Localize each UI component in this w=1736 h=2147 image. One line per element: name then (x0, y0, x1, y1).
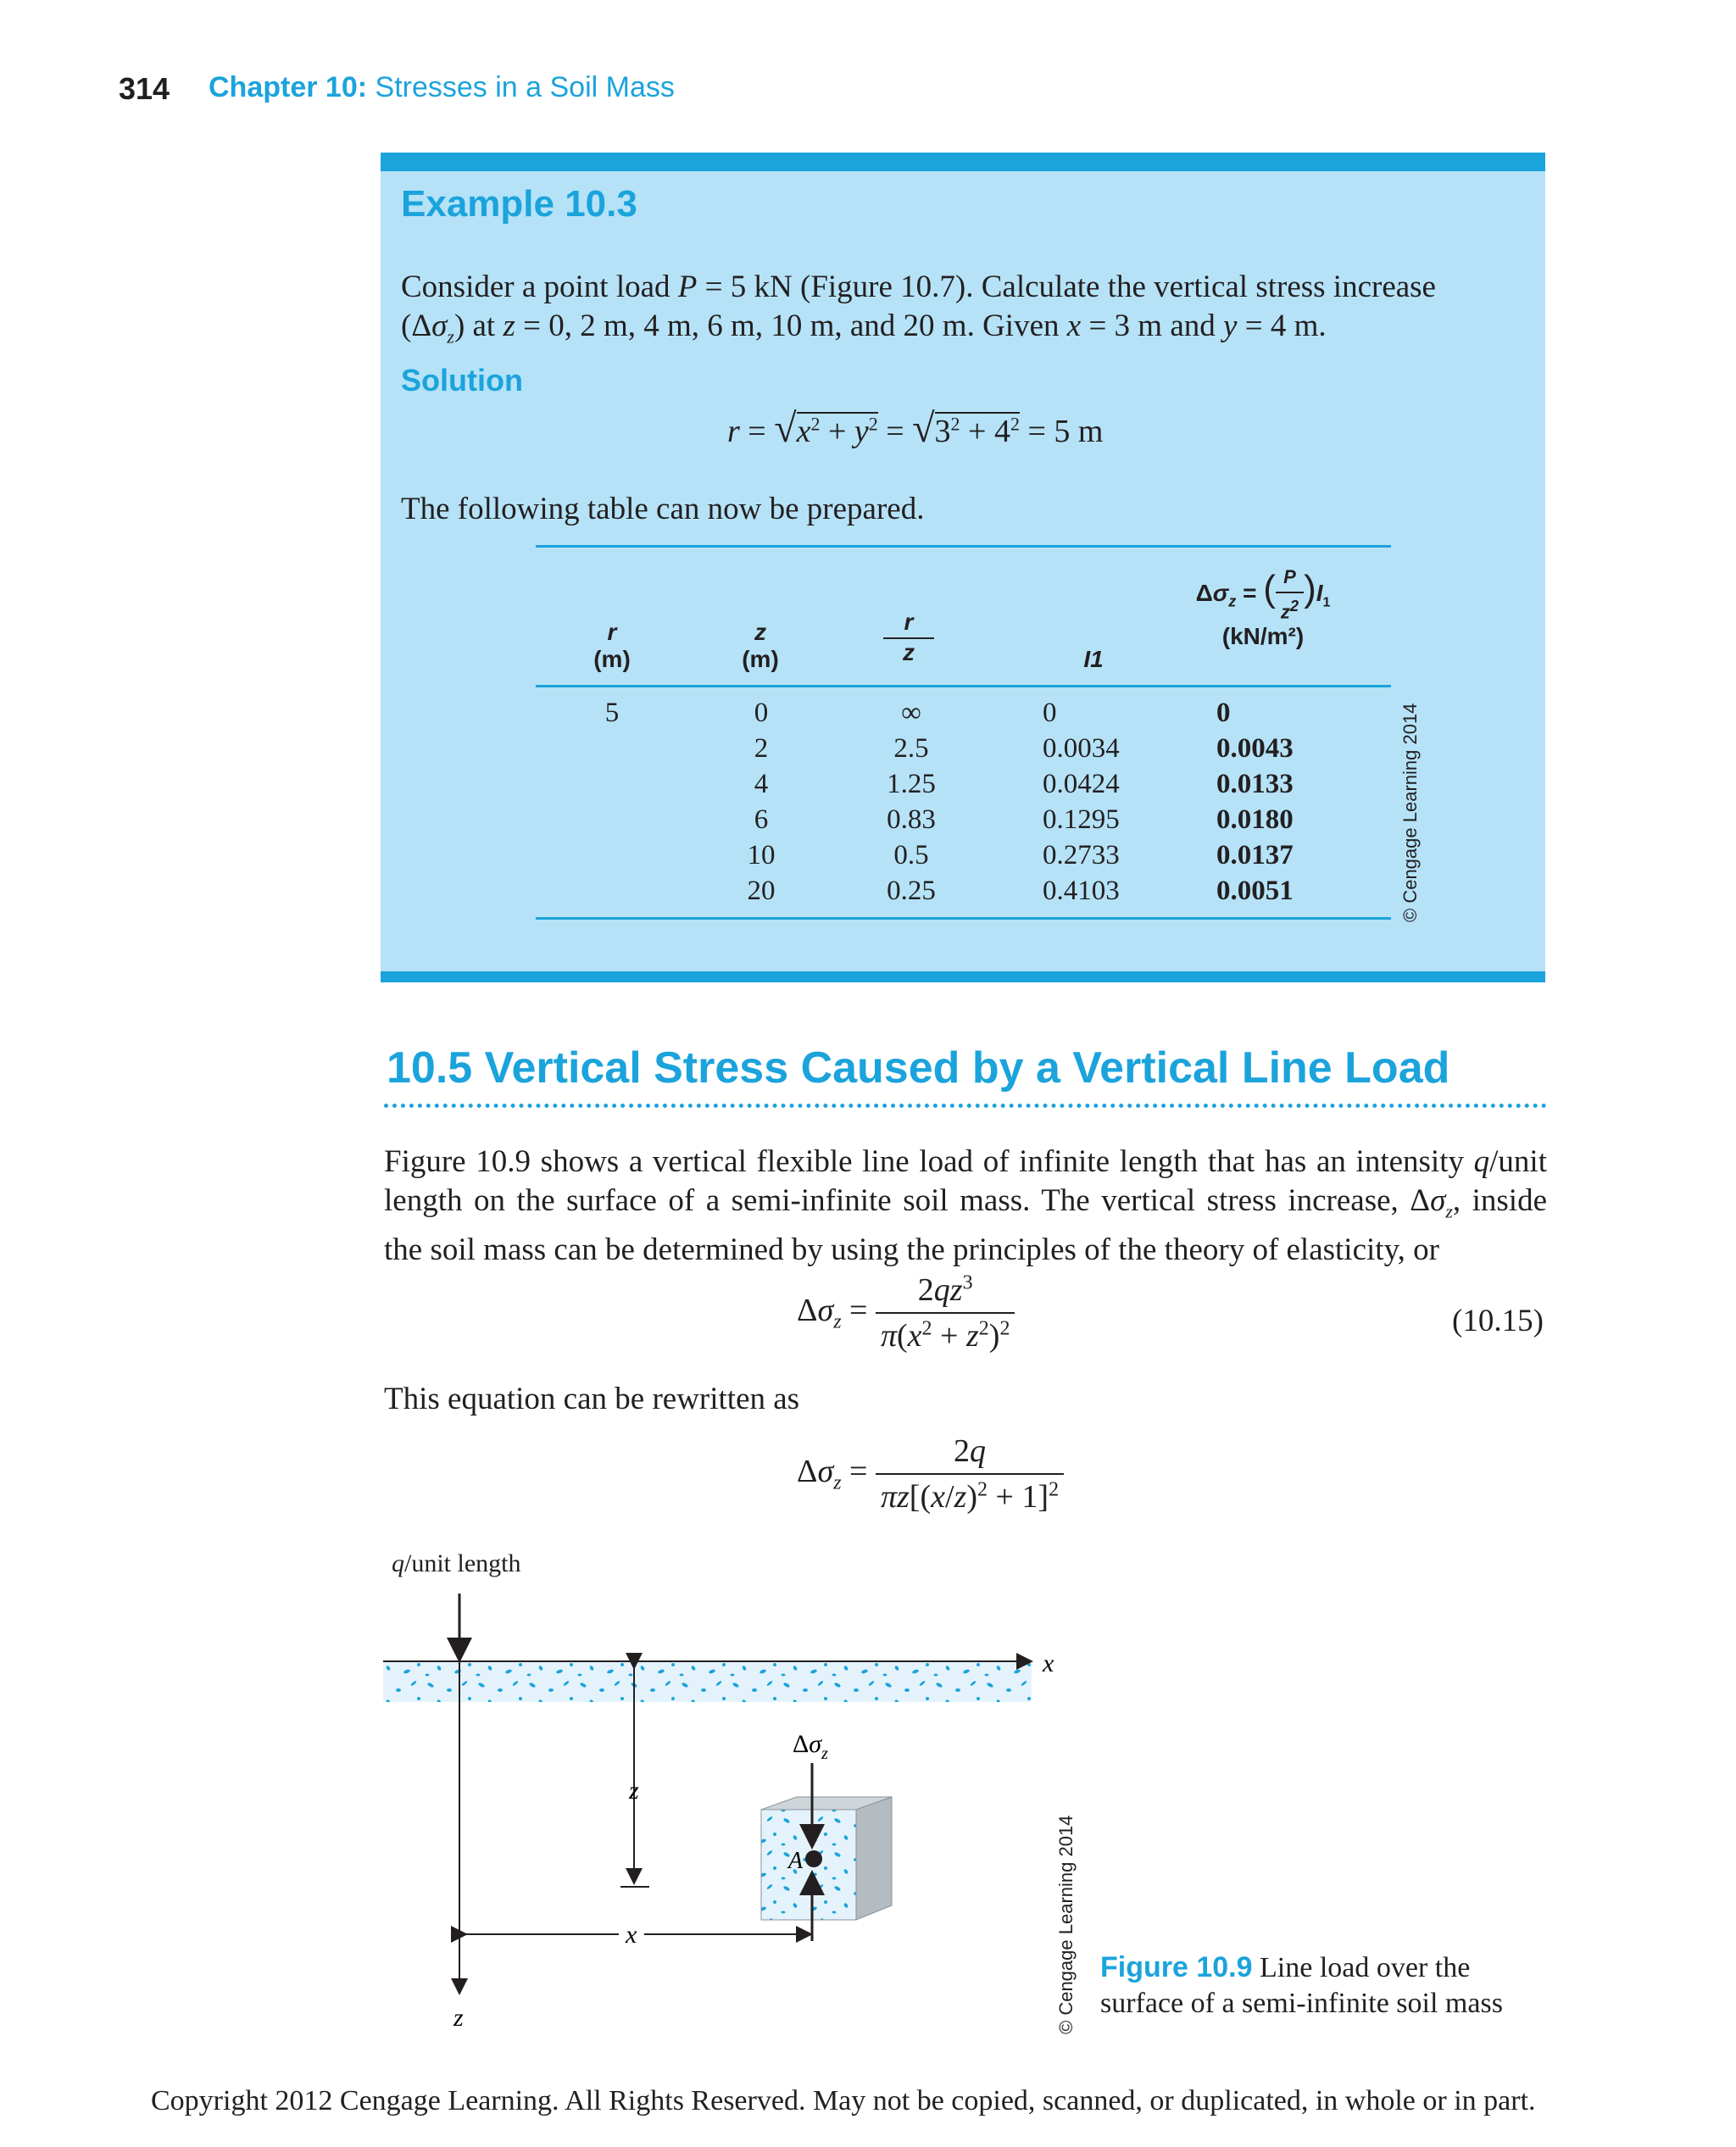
running-header (209, 71, 675, 104)
section-paragraph (384, 1143, 1547, 1270)
point-a (805, 1850, 822, 1867)
page-number: 314 (119, 71, 170, 106)
table-cell: 1.25 (887, 769, 936, 799)
equation-rewritten: $\Delta\sigma_z$ = $\frac{2q}{\pi z[(x/z)^2 + 1]^2}$ (797, 1432, 1064, 1516)
th-stress (1153, 566, 1373, 650)
th-r-unit: (m) (593, 646, 631, 672)
th-ratio-den: z (903, 639, 915, 665)
col-r (585, 695, 639, 731)
table-cell: 0 (1216, 698, 1231, 728)
rewrite-text: This equation can be rewritten as (384, 1382, 800, 1416)
table-cell: 2 (754, 733, 769, 764)
table-copyright: © Cengage Learning 2014 (1399, 703, 1421, 922)
soil-surface-strip (383, 1661, 1032, 1702)
caption-line-1: Line load over the (1260, 1952, 1471, 1983)
col-stress (1216, 695, 1318, 909)
table-cell: 0.0180 (1216, 804, 1294, 835)
table-cell: 0.4103 (1043, 876, 1120, 906)
table-cell: 0.0043 (1216, 733, 1294, 764)
para-line-2: length on the surface of a semi-infinite soil mass. The vertical stress increase, $\Delta\sigma_z$, inside (384, 1183, 1547, 1222)
th-i1 (1060, 646, 1127, 673)
table-cell: 0.25 (887, 876, 936, 906)
table-cell: 0.0137 (1216, 840, 1294, 870)
para-line-3: the soil mass can be determined by using the principles of the theory of elasticity, or (384, 1232, 1439, 1268)
th-ratio-num: r (883, 609, 934, 639)
x-dimension-label: x (626, 1921, 637, 1949)
col-z (722, 695, 800, 909)
table-cell: ∞ (901, 698, 921, 728)
line-load-diagram (373, 1577, 1093, 2043)
th-stress-formula: $\Delta\sigma_z$ = ( $\frac{P}{z^2}$ )$I_1$ (1195, 566, 1331, 623)
table-cell: 0 (754, 698, 769, 728)
th-i1-label: I1 (1083, 646, 1104, 672)
col-ratio (865, 695, 958, 909)
caption-line-2: surface of a semi-infinite soil mass (1100, 1988, 1503, 2019)
section-dotted-rule (384, 1104, 1547, 1108)
table-header-rule (536, 685, 1391, 687)
problem-line-1: Consider a point load P = 5 kN (Figure 10.7). Calculate the vertical stress increase (401, 270, 1436, 304)
th-r (578, 619, 646, 673)
stress-label: $\Delta\sigma_z$ (793, 1730, 828, 1763)
example-bottom-bar (381, 971, 1545, 982)
table-cell: 0.0133 (1216, 769, 1294, 799)
example-problem (401, 268, 1520, 356)
point-a-label: A (788, 1848, 804, 1874)
th-ratio (883, 609, 934, 666)
z-dimension-label: z (629, 1777, 639, 1805)
figure-copyright: © Cengage Learning 2014 (1055, 1815, 1077, 2034)
r-equation: $r = √x^2 + y^2 = √3^2 + 4^2 = 5$ m (727, 406, 1104, 451)
table-cell: 20 (747, 876, 776, 906)
load-label: q/unit length (392, 1549, 521, 1577)
table-top-rule (536, 545, 1391, 548)
cube-side (856, 1797, 892, 1920)
chapter-title: Stresses in a Soil Mass (375, 71, 675, 103)
table-cell: 2.5 (893, 733, 929, 764)
figure-caption (1100, 1950, 1503, 2022)
problem-line-2: $(\Delta\sigma_z)$ at z = 0, 2 m, 4 m, 6 m, 10 m, and 20 m. Given x = 3 m and y = 4 m. (401, 309, 1327, 348)
th-z-label: z (754, 619, 766, 645)
x-axis-label: x (1043, 1649, 1054, 1677)
equation-10-15: $\Delta\sigma_z$ = $\frac{2qz^3}{\pi(x^2 + z^2)^2}$ (797, 1271, 1015, 1354)
table-cell: 0 (1043, 698, 1057, 728)
para-line-1: Figure 10.9 shows a vertical flexible line load of infinite length that has an intensity q/unit (384, 1144, 1547, 1179)
th-z (722, 619, 798, 673)
example-title: Example 10.3 (401, 183, 637, 225)
col-i1 (1043, 695, 1144, 909)
table-cell: 0.0034 (1043, 733, 1120, 764)
solution-label: Solution (401, 363, 523, 398)
equation-number: (10.15) (1452, 1304, 1544, 1338)
table-cell: 6 (754, 804, 769, 835)
table-cell: 0.0051 (1216, 876, 1294, 906)
th-z-unit: (m) (742, 646, 779, 672)
table-cell: 4 (754, 769, 769, 799)
table-cell: 0.83 (887, 804, 936, 835)
th-stress-unit: (kN/m²) (1221, 623, 1305, 650)
z-axis-label: z (453, 2004, 464, 2032)
section-title: 10.5 Vertical Stress Caused by a Vertical Line Load (387, 1043, 1450, 1093)
table-cell: 0.0424 (1043, 769, 1120, 799)
table-intro: The following table can now be prepared. (401, 492, 925, 526)
table-cell: 10 (747, 840, 776, 870)
copyright-footer: Copyright 2012 Cengage Learning. All Rights Reserved. May not be copied, scanned, or duplicated, in whole or in part. (151, 2085, 1536, 2116)
table-bottom-rule (536, 917, 1391, 920)
th-r-label: r (607, 619, 617, 645)
example-top-bar (381, 153, 1545, 171)
chapter-label: Chapter 10: (209, 71, 368, 103)
table-cell: 0.2733 (1043, 840, 1120, 870)
table-cell: 5 (604, 698, 620, 728)
caption-title: Figure 10.9 (1100, 1951, 1253, 1983)
table-cell: 0.1295 (1043, 804, 1120, 835)
table-cell: 0.5 (893, 840, 929, 870)
